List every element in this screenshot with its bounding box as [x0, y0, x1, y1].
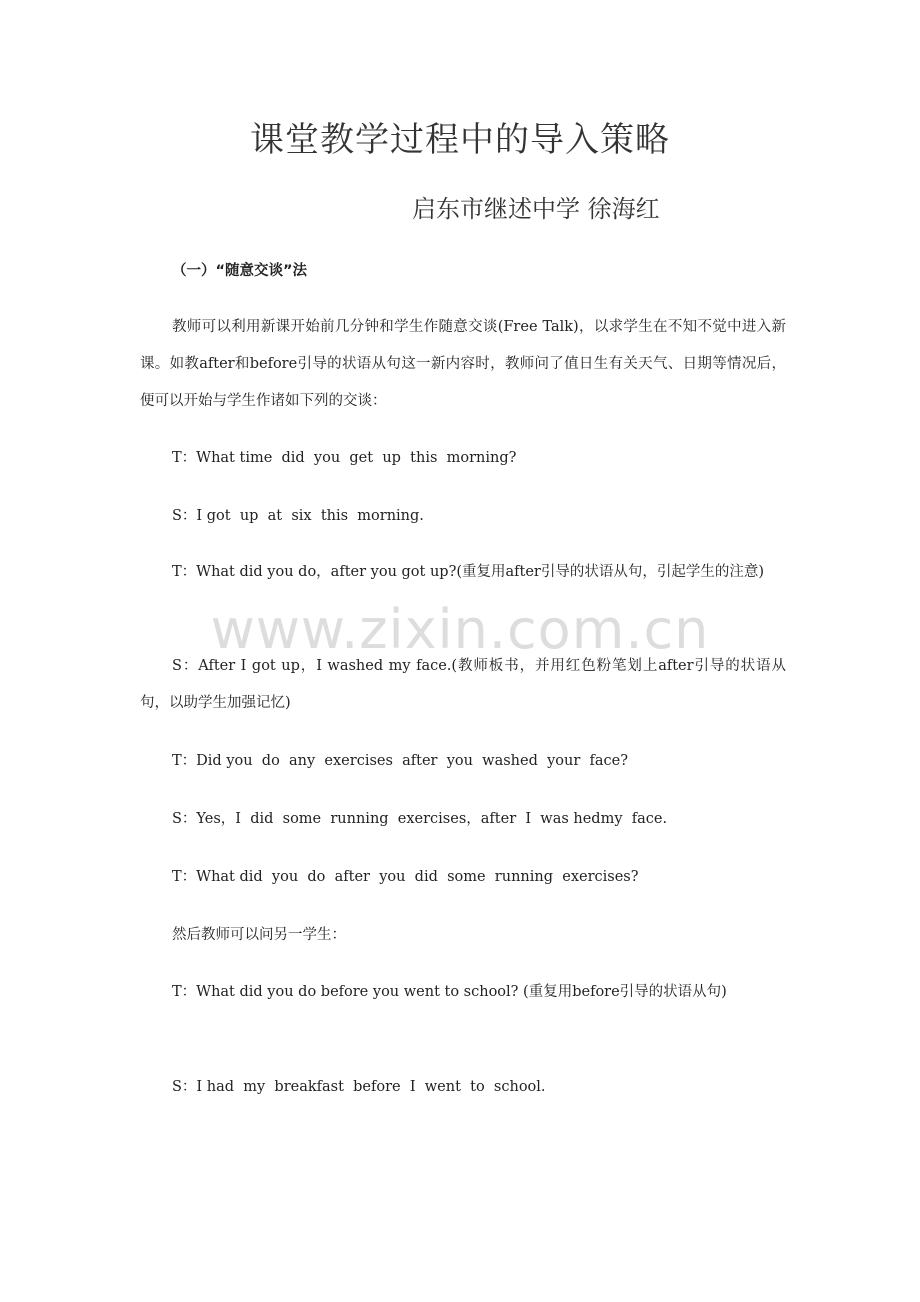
section-heading: （一）“随意交谈”法 — [172, 263, 308, 279]
watermark: www.zixin.com.cn — [210, 598, 710, 661]
dialogue-line-1: T：What time did you get up this morning? — [172, 450, 517, 466]
dialogue-line-6: S：Yes，I did some running exercises，after I was hedmy face. — [172, 811, 668, 827]
dialogue-line-8: 然后教师可以问另一学生： — [172, 927, 346, 943]
intro-paragraph: 教师可以利用新课开始前几分钟和学生作随意交谈(Free Talk)，以求学生在不知不觉中进入新课。如教after和before引导的状语从句这一新内容时，教师问了值日生有关天气、日期等情况后，便可以开始与学生作诸如下列的交谈： — [140, 319, 786, 409]
document-title: 课堂教学过程中的导入策略 — [250, 120, 670, 160]
author-line: 启东市继述中学 徐海红 — [412, 195, 660, 223]
dialogue-line-5: T：Did you do any exercises after you washed your face? — [172, 753, 628, 769]
dialogue-line-3: T：What did you do，after you got up?(重复用after引导的状语从句，引起学生的注意) — [172, 564, 765, 580]
dialogue-line-9: T：What did you do before you went to school? (重复用before引导的状语从句) — [172, 984, 727, 1000]
dialogue-line-4: S：After I got up，I washed my face.(教师板书，并用红色粉笔划上after引导的状语从句，以助学生加强记忆) — [140, 658, 786, 711]
dialogue-line-10: S：I had my breakfast before I went to school. — [172, 1079, 546, 1095]
dialogue-line-7: T：What did you do after you did some running exercises? — [172, 869, 639, 885]
dialogue-line-2: S：I got up at six this morning. — [172, 508, 424, 524]
